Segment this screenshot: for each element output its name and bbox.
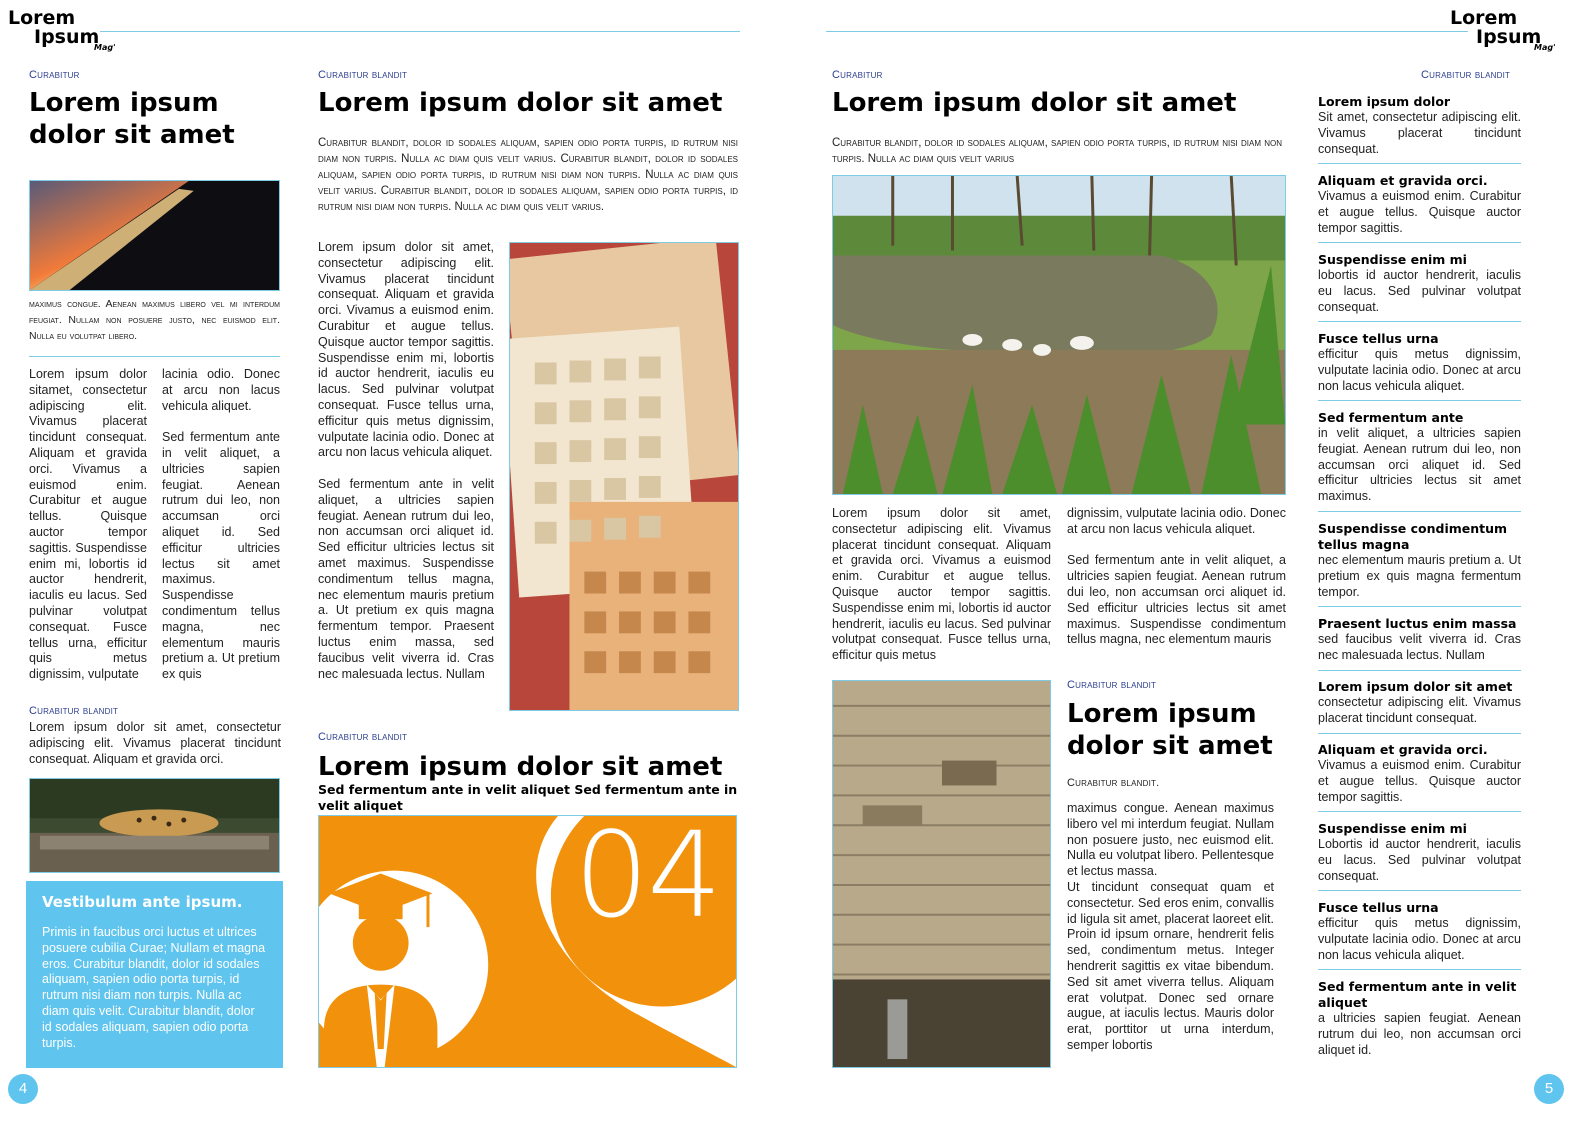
- sidebar-item-text: efficitur quis metus dignissim, vulputate lacinia odio. Donec at arcu non lacus vehicula aliquet.: [1318, 347, 1521, 393]
- masthead-logo-right: [1450, 9, 1556, 52]
- col2-intro: Curabitur blandit, dolor id sodales aliquam, sapien odio porta turpis, id rutrum nisi diam non turpis. Nulla ac diam quis velit varius. Curabitur blandit, dolor id sodales aliquam, sapien odio porta turpis, id rutrum nisi diam non turpis. Nulla ac diam quis velit varius. Curabitur blandit, dolor id sodales aliquam, sapien odio porta turpis, id rutrum nisi diam non turpis. Nulla ac diam quis velit varius.: [318, 137, 738, 213]
- leopard-photo: [29, 778, 280, 873]
- main-kicker2: Curabitur blandit: [1067, 679, 1157, 691]
- brick-wall-photo: [832, 680, 1051, 1068]
- sidebar-item-rule: [1318, 733, 1521, 734]
- sidebar-item: [1318, 521, 1521, 607]
- main-headline: Lorem ipsum dolor sit amet: [832, 88, 1237, 118]
- sidebar-item-rule: [1318, 321, 1521, 322]
- sidebar-item-text: sed faucibus velit viverra id. Cras nec malesuada lectus. Nullam: [1318, 632, 1521, 662]
- sidebar-item-title: Fusce tellus urna: [1318, 331, 1439, 346]
- col1-caption: maximus congue. Aenean maximus libero vel mi interdum feugiat. Nullam non posuere justo, nec euismod elit. Nulla eu volutpat libero.: [29, 298, 280, 342]
- sidebar-item: [1318, 679, 1521, 734]
- col1-kicker: Curabitur: [29, 69, 80, 81]
- pond-photo: [832, 175, 1286, 495]
- sidebar-item-rule: [1318, 969, 1521, 970]
- sidebar-item: [1318, 331, 1521, 401]
- sidebar-item-title: Suspendisse enim mi: [1318, 252, 1467, 267]
- col1-text-c: Lorem ipsum dolor sit amet, consectetur adipiscing elit. Vivamus placerat tincidunt consequat. Aliquam et gravida orci.: [29, 720, 281, 766]
- logo-line1: Lorem: [8, 7, 76, 29]
- col1-text-a: Lorem ipsum dolor sitamet, consectetur adipiscing elit. Vivamus placerat tincidunt consequat. Aliquam et gravida orci. Vivamus a euismod enim. Curabitur et augue tellus. Quisque auctor tempor sagittis. Suspendisse enim mi, lobortis id auctor hendrerit, iaculis eu lacus. Sed pulvinar volutpat consequat. Fusce tellus urna, efficitur quis metus dignissim, vulputate: [29, 367, 147, 682]
- col1-headline: Lorem ipsum dolor sit amet: [29, 88, 235, 150]
- sidebar-kicker: Curabitur blandit: [1421, 69, 1511, 81]
- col2-text: Lorem ipsum dolor sit amet, consectetur adipiscing elit. Vivamus placerat tincidunt consequat. Aliquam et gravida orci. Vivamus a euismod enim. Curabitur et augue tellus. Quisque auctor tempor sagittis. Suspendisse enim mi, lobortis id auctor hendrerit, iaculis eu lacus. Sed pulvinar volutpat consequat. Fusce tellus urna, efficitur quis metus dignissim, vulputate lacinia odio. Donec at arcu non lacus vehicula aliquet. Sed fermentum ante in velit aliquet, a ultricies sapien feugiat. Aenean rutrum dui leo, non accumsan orci aliquet id. Sed efficitur ultricies lectus sit amet maximus. Suspendisse condimentum tellus magna, nec elementum mauris pretium a. Ut pretium ex quis magna fermentum tempor. Praesent luctus enim massa, sed faucibus velit viverra id. Cras nec malesuada lectus. Nullam: [318, 240, 494, 681]
- sidebar-item-text: efficitur quis metus dignissim, vulputate lacinia odio. Donec at arcu non lacus vehicula aliquet.: [1318, 916, 1521, 962]
- page-number-left: 4: [8, 1074, 38, 1104]
- col1-rule: [29, 356, 280, 357]
- page-number-right: 5: [1534, 1074, 1564, 1104]
- logo-line3: Mag': [94, 43, 116, 52]
- logo-line1-right: Lorem: [1450, 7, 1518, 29]
- col2-kicker: Curabitur blandit: [318, 69, 408, 81]
- sidebar-item-rule: [1318, 400, 1521, 401]
- sidebar-item-text: consectetur adipiscing elit. Vivamus placerat tincidunt consequat.: [1318, 695, 1521, 725]
- info-box: [26, 881, 283, 1068]
- col1-kicker2: Curabitur blandit: [29, 705, 119, 717]
- sidebar-item-title: Suspendisse enim mi: [1318, 821, 1467, 836]
- col2-subhead2: Sed fermentum ante in velit aliquet Sed fermentum ante in velit aliquet: [318, 782, 738, 813]
- sidebar-item: [1318, 173, 1521, 243]
- sidebar-item-text: a ultricies sapien feugiat. Aenean rutrum dui leo, non accumsan orci aliquet id.: [1318, 1011, 1521, 1057]
- sidebar-item-title: Sed fermentum ante: [1318, 410, 1464, 425]
- logo-line3-right: Mag': [1534, 43, 1556, 52]
- sidebar-item: [1318, 900, 1521, 970]
- main-sub2: Curabitur blandit.: [1067, 777, 1160, 789]
- sidebar-item-text: lobortis id auctor hendrerit, iaculis eu lacus. Sed pulvinar volutpat consequat.: [1318, 268, 1521, 314]
- main-text-a: Lorem ipsum dolor sit amet, consectetur adipiscing elit. Vivamus placerat tincidunt consequat. Aliquam et gravida orci. Vivamus a euismod enim. Curabitur et augue tellus. Quisque auctor tempor sagittis. Suspendisse enim mi, lobortis id auctor hendrerit, iaculis eu lacus. Sed pulvinar volutpat consequat. Fusce tellus urna, efficitur quis metus: [832, 506, 1051, 663]
- sidebar-item: [1318, 252, 1521, 322]
- sidebar-item-text: in velit aliquet, a ultricies sapien feugiat. Aenean rutrum dui leo, non accumsan orci aliquet id. Sed efficitur ultricies lectus sit amet maximus.: [1318, 426, 1521, 504]
- col2-headline2: Lorem ipsum dolor sit amet: [318, 752, 723, 782]
- sidebar-item: [1318, 979, 1521, 1058]
- info-box-text: Primis in faucibus orci luctus et ultrices posuere cubilia Curae; Nullam et magna eros. Curabitur blandit, dolor id sodales aliquam, sapien odio porta turpis, id rutrum nisi diam non turpis. Nulla ac diam quis velit. Curabitur blandit, dolor id sodales aliquam, sapien odio porta turpis.: [42, 925, 266, 1050]
- main-kicker: Curabitur: [832, 69, 883, 81]
- col2-kicker2: Curabitur blandit: [318, 731, 408, 743]
- sidebar-item-title: Lorem ipsum dolor sit amet: [1318, 679, 1513, 694]
- sidebar-item-title: Aliquam et gravida orci.: [1318, 173, 1488, 188]
- main-text-b: dignissim, vulputate lacinia odio. Donec at arcu non lacus vehicula aliquet. Sed fermentum ante in velit aliquet, a ultricies sapien feugiat. Aenean rutrum dui leo, non accumsan orci aliquet id. Sed efficitur ultricies lectus sit amet maximus. Suspendisse condimentum tellus magna, nec elementum mauris: [1067, 506, 1286, 647]
- sidebar-item: [1318, 94, 1521, 164]
- main-text-c: maximus congue. Aenean maximus libero vel mi interdum feugiat. Nullam non posuere justo, nec euismod elit. Nulla eu volutpat libero. Pellentesque et lectus massa. Ut tincidunt consequat quam et consectetur. Sed eros enim, convallis id ligula sit amet, placerat laoreet elit. Proin id ipsum ornare, hendrerit felis sed, condimentum metus. Integer hendrerit sagittis ex vitae bibendum. Sed sit amet viverra tellus. Aliquam erat volutpat. Donec sed ornare augue, at iaculis lectus. Mauris dolor erat, porttitor ut urna interdum, semper lobortis: [1067, 801, 1274, 1052]
- main-headline2: Lorem ipsum dolor sit amet: [1067, 699, 1273, 761]
- col2-headline: Lorem ipsum dolor sit amet: [318, 88, 723, 118]
- sunset-photo: [29, 180, 280, 291]
- sidebar-item-text: Vivamus a euismod enim. Curabitur et augue tellus. Quisque auctor tempor sagittis.: [1318, 758, 1521, 804]
- col1-text-b: lacinia odio. Donec at arcu non lacus vehicula aliquet. Sed fermentum ante in velit aliquet, a ultricies sapien feugiat. Aenean rutrum dui leo, non accumsan orci aliquet id. Sed efficitur ultricies lectus sit amet maximus. Suspendisse condimentum tellus magna, nec elementum mauris pretium a. Ut pretium ex quis: [162, 367, 280, 682]
- sidebar-item-rule: [1318, 811, 1521, 812]
- sidebar-item-title: Sed fermentum ante in velit aliquet: [1318, 979, 1517, 1010]
- sidebar-item-rule: [1318, 163, 1521, 164]
- graduation-graphic: [318, 815, 737, 1068]
- sidebar-item-rule: [1318, 242, 1521, 243]
- header-rule-left: [100, 31, 740, 32]
- sidebar-item-text: Sit amet, consectetur adipiscing elit. Vivamus placerat tincidunt consequat.: [1318, 110, 1521, 156]
- sidebar-item: [1318, 410, 1521, 512]
- header-rule-right: [826, 31, 1468, 32]
- sidebar-item-title: Lorem ipsum dolor: [1318, 94, 1451, 109]
- sidebar-item-rule: [1318, 670, 1521, 671]
- sidebar-item-rule: [1318, 511, 1521, 512]
- sidebar-item-title: Suspendisse condimentum tellus magna: [1318, 521, 1508, 552]
- sidebar-item-rule: [1318, 890, 1521, 891]
- logo-line2-right: Ipsum: [1476, 26, 1542, 48]
- sidebar-item: [1318, 616, 1521, 671]
- sidebar-item: [1318, 742, 1521, 812]
- logo-line2: Ipsum: [34, 26, 100, 48]
- sidebar-item-title: Praesent luctus enim massa: [1318, 616, 1517, 631]
- main-intro: Curabitur blandit, dolor id sodales aliquam, sapien odio porta turpis, id rutrum nisi diam non turpis. Nulla ac diam quis velit varius: [832, 137, 1282, 165]
- sidebar-item-text: nec elementum mauris pretium a. Ut pretium ex quis magna fermentum tempor.: [1318, 553, 1521, 599]
- waffles-photo: [509, 242, 739, 711]
- sidebar-item-title: Aliquam et gravida orci.: [1318, 742, 1488, 757]
- sidebar-item-text: Lobortis id auctor hendrerit, iaculis eu lacus. Sed pulvinar volutpat consequat.: [1318, 837, 1521, 883]
- sidebar-item-rule: [1318, 606, 1521, 607]
- sidebar-item: [1318, 821, 1521, 891]
- info-box-title: Vestibulum ante ipsum.: [42, 893, 243, 911]
- sidebar-item-text: Vivamus a euismod enim. Curabitur et augue tellus. Quisque auctor tempor sagittis.: [1318, 189, 1521, 235]
- sidebar-item-title: Fusce tellus urna: [1318, 900, 1439, 915]
- graphic-number: 04: [574, 815, 721, 944]
